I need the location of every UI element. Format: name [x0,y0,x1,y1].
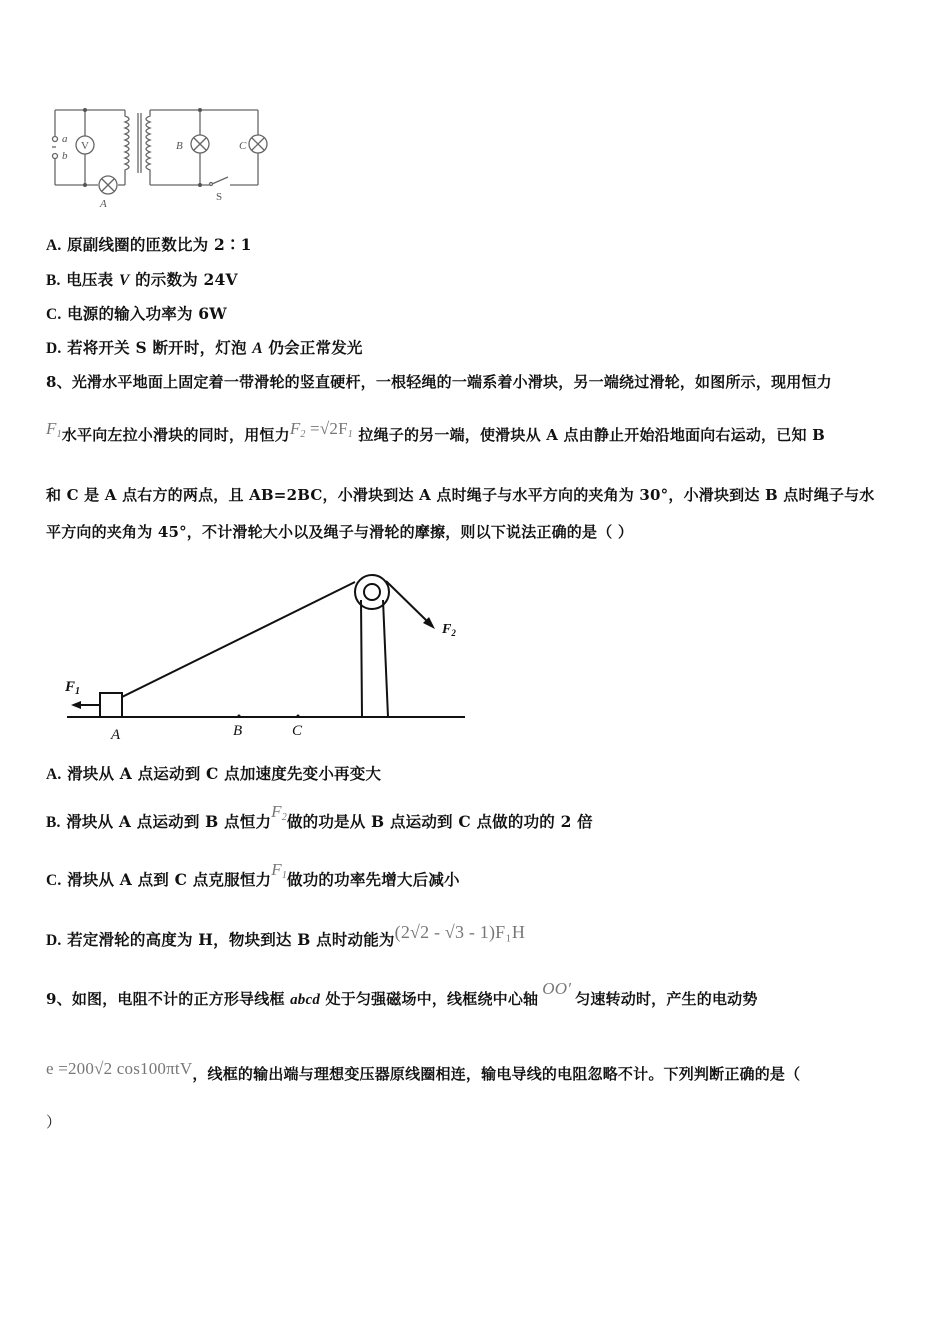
lamp-c-label: C [239,140,247,152]
option-text: 滑块从 A 点运动到 B 点恒力 [66,812,272,831]
option-text: 原副线圈的匝数比为 2∶1 [67,235,252,254]
q7-option-d [46,338,363,359]
q8-option-c [46,860,460,896]
option-letter: D. [46,932,62,949]
lamp-b-label: B [176,140,183,152]
option-text: 的示数为 24V [129,270,238,289]
math-f1: $F_1$ [46,419,62,440]
option-variable: V [118,272,130,289]
q9-stem-line-2 [46,1059,801,1084]
stem-text: 拉绳子的另一端，使滑块从 A 点由静止开始沿地面向右运动，已知 B [358,426,825,444]
point-a-label: A [111,727,121,743]
option-letter: C. [46,872,62,889]
math-emf-equation: e =200√2 cos100πtV [46,1059,193,1078]
option-text: 若将开关 S 断开时，灯泡 [67,338,253,357]
lamp-a-label: A [100,198,107,210]
stem-text: 水平向左拉小滑块的同时，用恒力 [61,426,290,444]
stem-variable: abcd [290,992,321,1008]
math-kinetic-energy: (2√2 - √3 - 1)F₁H [394,922,526,942]
force-f2-label: $F_2$ [442,622,456,638]
q9-stem-line-3: ） [46,1113,62,1131]
terminal-a-label: a [62,133,68,145]
option-letter: A. [46,237,62,254]
q8-stem-line-2 [46,419,825,451]
option-text: 滑块从 A 点到 C 点克服恒力 [67,870,272,889]
math-f1: $F_1$ [271,860,288,881]
q8-option-d [46,922,526,951]
option-text: 滑块从 A 点运动到 C 点加速度先变小再变大 [67,764,382,783]
force-f1-label: $F_1$ [65,679,81,697]
option-letter: D. [46,340,62,357]
q8-stem-line-4: 平方向的夹角为 45°，不计滑轮大小以及绳子与滑轮的摩擦，则以下说法正确的是（ ） [46,523,634,541]
option-letter: A. [46,766,62,783]
option-variable: A [252,340,263,357]
point-c-label: C [292,723,303,739]
q7-option-b [46,270,238,291]
stem-text: 处于匀强磁场中，线框绕中心轴 [320,990,539,1008]
option-text: 电压表 [66,270,119,289]
math-f2-equation: $F_2 =√2F_1$ [289,419,353,440]
q8-stem-line-1: 8、光滑水平地面上固定着一带滑轮的竖直硬杆，一根轻绳的一端系着小滑块，另一端绕过滑轮，如图所示，现用恒力 [46,373,832,391]
switch-s-label: S [216,191,223,203]
math-f2: $F_2$ [271,802,287,823]
option-letter: B. [46,272,61,289]
q9-stem-line-1 [46,979,758,1010]
pulley-diagram [55,565,475,750]
option-text: 电源的输入功率为 6W [67,304,227,323]
math-axis-oo: OO′ [542,979,572,998]
q8-option-b [46,802,593,838]
stem-text: 匀速转动时，产生的电动势 [575,990,758,1008]
circuit-diagram [40,98,280,213]
q7-option-a [46,235,252,256]
option-text: 若定滑轮的高度为 H，物块到达 B 点时动能为 [67,930,395,949]
terminal-b-label: b [62,150,68,162]
stem-text: ，线框的输出端与理想变压器原线圈相连，输电导线的电阻忽略不计。下列判断正确的是（ [192,1065,801,1083]
point-b-label: B [233,723,243,739]
q7-option-c [46,304,227,325]
option-text: 做的功是从 B 点运动到 C 点做的功的 2 倍 [286,812,593,831]
option-letter: C. [46,306,62,323]
option-letter: B. [46,814,61,831]
q8-option-a [46,764,381,785]
q8-stem-line-3: 和 C 是 A 点右方的两点，且 AB=2BC，小滑块到达 A 点时绳子与水平方向的夹角为 30°，小滑块到达 B 点时绳子与水 [46,486,875,504]
option-text: 仍会正常发光 [262,338,363,357]
voltmeter-label: V [81,140,89,152]
stem-text: 9、如图，电阻不计的正方形导线框 [46,990,291,1008]
option-text: 做功的功率先增大后减小 [287,870,460,889]
